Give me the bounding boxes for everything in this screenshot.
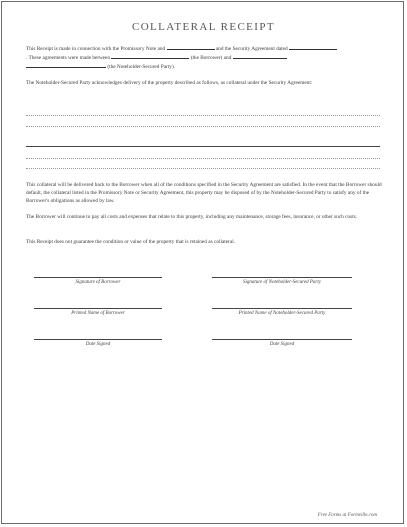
intro-text-2: and the Security Agreement dated bbox=[215, 46, 288, 52]
collateral-line-4[interactable] bbox=[26, 168, 380, 169]
noteholder-continuation-blank[interactable] bbox=[26, 62, 106, 68]
intro-text-4: (the Borrower) and bbox=[190, 55, 232, 61]
borrower-date-line[interactable] bbox=[34, 339, 162, 340]
noteholder-signature-label: Signature of Noteholder-Secured Party bbox=[243, 280, 321, 285]
intro-text-3: . These agreements were made between bbox=[26, 55, 111, 61]
promissory-note-date-blank[interactable] bbox=[167, 44, 215, 50]
noteholder-printed-name-line[interactable] bbox=[212, 308, 352, 309]
borrower-signature-line[interactable] bbox=[34, 277, 162, 278]
borrower-name-blank[interactable] bbox=[111, 53, 189, 59]
intro-text-5: (the Noteholder-Secured Party). bbox=[107, 64, 176, 70]
collateral-line-1[interactable] bbox=[26, 115, 380, 116]
acknowledgment-paragraph: The Noteholder-Secured Party acknowledges delivery of the property described as follows, as collateral under the Security Agreement: bbox=[26, 80, 313, 86]
noteholder-printed-name-label: Printed Name of Noteholder-Secured Party bbox=[238, 311, 326, 316]
intro-paragraph bbox=[26, 44, 382, 71]
borrower-date-label: Date Signed bbox=[85, 342, 111, 347]
borrower-signature-label: Signature of Borrower bbox=[75, 280, 121, 285]
document-title: COLLATERAL RECEIPT bbox=[131, 21, 276, 33]
security-agreement-date-blank[interactable] bbox=[289, 44, 337, 50]
expenses-paragraph: The Borrower will continue to pay all costs and expenses that relate to this property, including any maintenance, storage fees, insurance, or other such costs. bbox=[26, 214, 358, 220]
noteholder-name-blank[interactable] bbox=[233, 53, 287, 59]
condition-paragraph: This Receipt does not guarantee the condition or value of the property that is retained as collateral. bbox=[26, 239, 236, 245]
collateral-line-2[interactable] bbox=[26, 126, 380, 127]
collateral-divider bbox=[26, 146, 380, 147]
noteholder-date-line[interactable] bbox=[212, 339, 352, 340]
noteholder-date-label: Date Signed bbox=[269, 342, 295, 347]
intro-text-1: This Receipt is made in connection with the Promissory Note and bbox=[26, 46, 166, 52]
borrower-printed-name-label: Printed Name of Borrower bbox=[71, 311, 125, 316]
borrower-printed-name-line[interactable] bbox=[34, 308, 162, 309]
default-paragraph: This collateral will be delivered back to the Borrower when all of the conditions specified in the Security Agreement are satisfied. In the event that the Borrower should default, the collateral listed in the Promissory Note or Security Agreement, this property may be disposed of by the Noteholder-Secured Party to satisfy any of the Borrower's obligations as allowed by law. bbox=[26, 182, 382, 204]
collateral-line-3[interactable] bbox=[26, 158, 380, 159]
footer-credit: Free Forms at Formville.com bbox=[317, 513, 377, 518]
noteholder-signature-line[interactable] bbox=[212, 277, 352, 278]
